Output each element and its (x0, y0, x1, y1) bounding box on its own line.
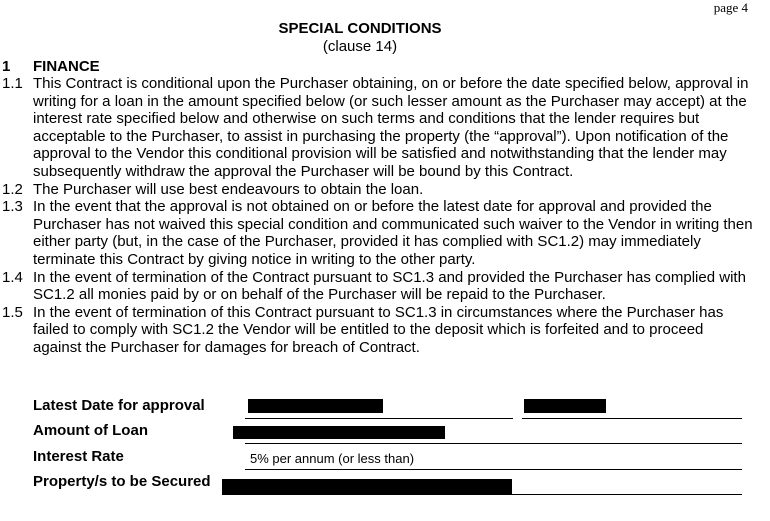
latest-date-field (0, 395, 770, 419)
page-subtitle: (clause 14) (322, 38, 398, 55)
clause-text: In the event of termination of this Contract pursuant to SC1.3 in circumstances where the Purchaser has failed to comply with SC1.2 the Vendor will be entitled to the deposit which is forfeited and to proceed against the Purchaser for damages for breach of Contract. (33, 303, 724, 356)
interest-rate-label: Interest Rate (33, 448, 124, 465)
clause-1-4 (0, 269, 770, 304)
section-number: 1 (2, 58, 11, 75)
clause-number: 1.4 (2, 268, 23, 286)
clause-number: 1.2 (2, 180, 23, 198)
section-title: FINANCE (33, 58, 100, 75)
clause-text: The Purchaser will use best endeavours to obtain the loan. (33, 180, 424, 198)
interest-rate-field (0, 446, 770, 470)
clause-1-3 (0, 198, 770, 268)
clause-1-1 (0, 75, 770, 181)
latest-date-line-2[interactable] (522, 417, 742, 419)
latest-date-line-1[interactable] (245, 417, 513, 419)
amount-of-loan-line[interactable] (245, 442, 742, 444)
page-title: SPECIAL CONDITIONS (278, 20, 442, 37)
interest-rate-value: 5% per annum (or less than) (250, 451, 415, 466)
clause-number: 1.5 (2, 303, 23, 321)
redaction-block (222, 479, 512, 495)
clause-number: 1.3 (2, 198, 23, 216)
clause-list (0, 75, 770, 357)
clause-1-2 (0, 181, 770, 199)
redaction-block (233, 426, 445, 439)
clause-text: In the event that the approval is not obtained on or before the latest date for approval and provided the Purchaser has not waived this special condition and communicated such waiver to the Vendor in writing then either party (but, in the case of the Purchaser, provided it has complied with SC1.2) may immediately terminate this Contract by giving notice in writing to the other party. (33, 198, 753, 268)
clause-text: In the event of termination of the Contract pursuant to SC1.3 and provided the Purchaser has complied with SC1.2 all monies paid by or on behalf of the Purchaser will be repaid to the Purchaser. (33, 268, 746, 304)
clause-number: 1.1 (2, 75, 23, 92)
redaction-block (248, 399, 383, 413)
amount-of-loan-label: Amount of Loan (33, 422, 148, 439)
interest-rate-line[interactable] (245, 468, 742, 470)
page-number: page 4 (713, 0, 748, 15)
clause-text: This Contract is conditional upon the Purchaser obtaining, on or before the date specified below, approval in writing for a loan in the amount specified below (or such lesser amount as the Purchaser may accept) at the interest rate specified below and otherwise on such terms and conditions that the lender requires but acceptable to the Purchaser, to assist in purchasing the property (the “approval”). Upon notification of the approval to the Vendor this conditional provision will be satisfied and notwithstanding that the lender may subsequently withdraw the approval the Purchaser will be bound by this Contract. (33, 75, 749, 180)
property-secured-label: Property/s to be Secured (33, 473, 211, 490)
redaction-block (524, 399, 606, 413)
property-secured-field (0, 471, 770, 495)
latest-date-label: Latest Date for approval (33, 397, 205, 414)
clause-1-5 (0, 304, 770, 357)
amount-of-loan-field (0, 420, 770, 444)
